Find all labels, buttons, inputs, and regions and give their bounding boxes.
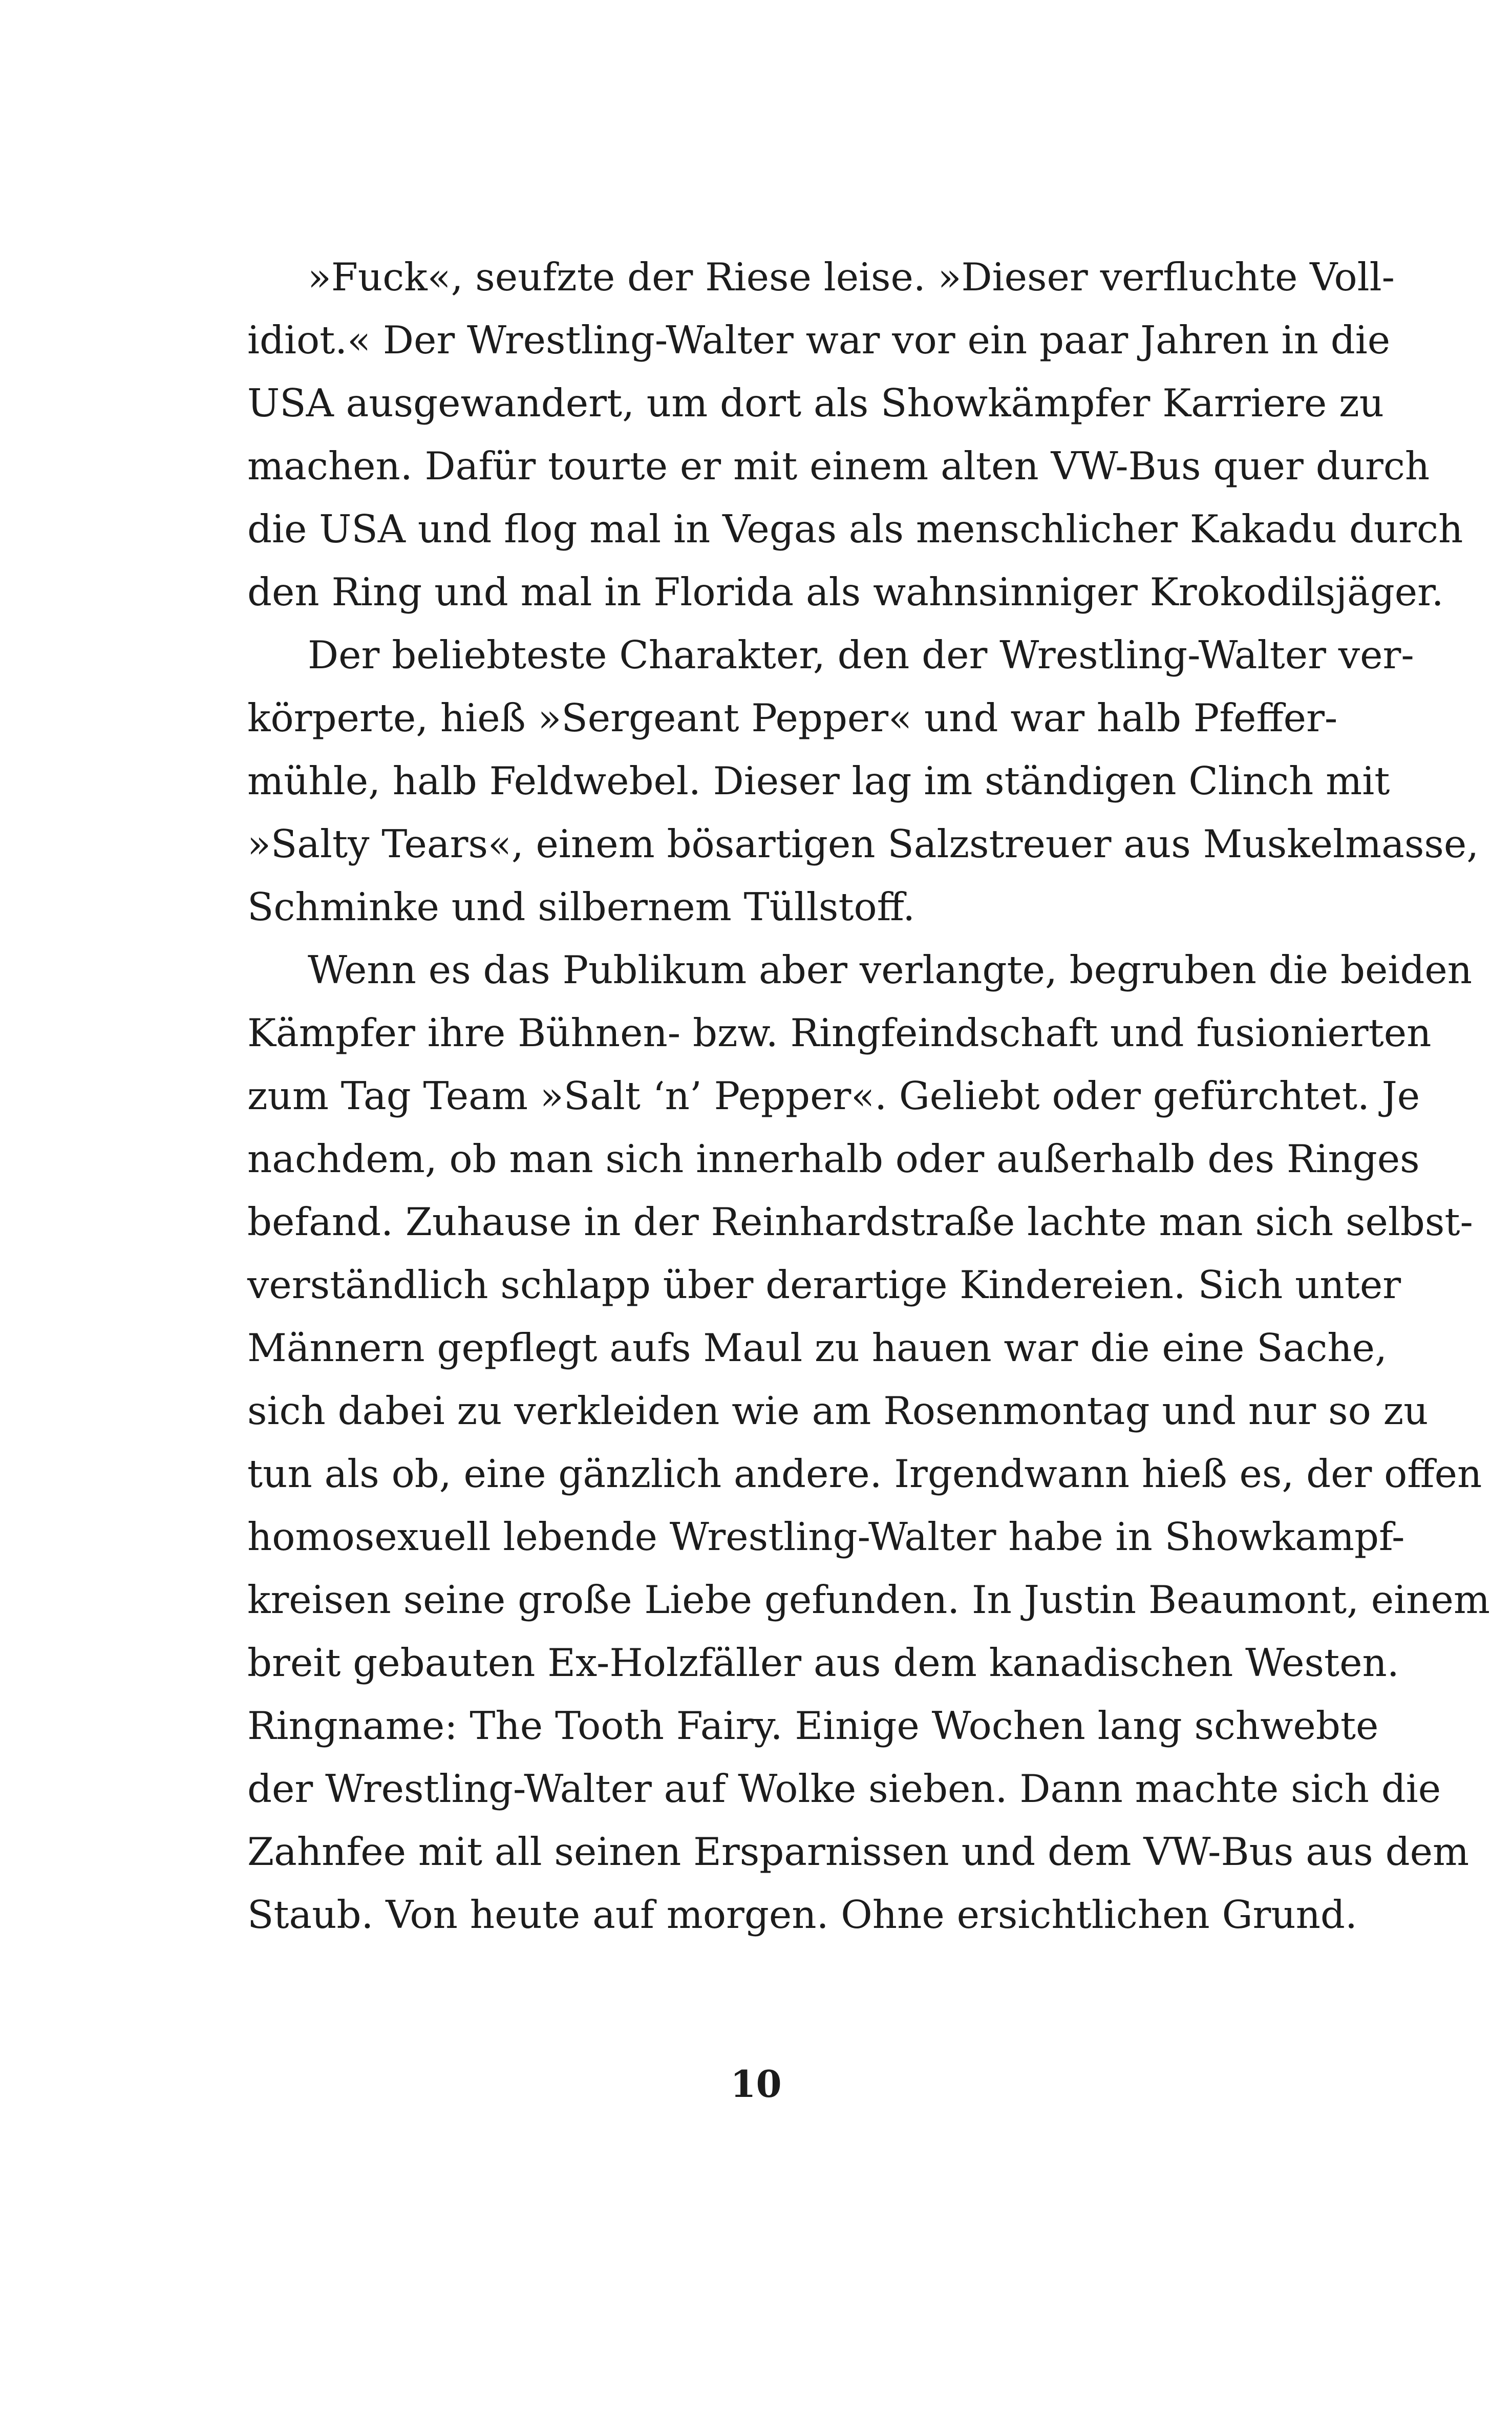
paragraph-3-line-15: Zahnfee mit all seinen Ersparnissen und dem VW-Bus aus dem [247,1829,1470,1874]
paragraph-1-line-3: USA ausgewandert, um dort als Showkämpfer Karriere zu [247,380,1384,426]
paragraph-2-line-4: »Salty Tears«, einem bösartigen Salzstreuer aus Muskelmasse, [247,821,1479,866]
paragraph-3-line-1: Wenn es das Publikum aber verlangte, begruben die beiden [308,947,1473,992]
paragraph-3-line-14: der Wrestling-Walter auf Wolke sieben. Dann machte sich die [247,1766,1441,1811]
paragraph-3-line-7: Männern gepflegt aufs Maul zu hauen war die eine Sache, [247,1325,1387,1370]
paragraph-2-line-1: Der beliebteste Charakter, den der Wrestling-Walter ver- [308,632,1414,677]
body-text [247,246,1490,1946]
paragraph-3-line-5: befand. Zuhause in der Reinhardstraße lachte man sich selbst- [247,1199,1473,1244]
paragraph-1-line-5: die USA und flog mal in Vegas als menschlicher Kakadu durch [247,506,1463,551]
paragraph-1-line-2: idiot.« Der Wrestling-Walter war vor ein paar Jahren in die [247,317,1391,363]
paragraph-3-line-10: homosexuell lebende Wrestling-Walter habe in Showkampf- [247,1514,1405,1559]
paragraph-3-line-3: zum Tag Team »Salt ‘n’ Pepper«. Geliebt oder gefürchtet. Je [247,1073,1420,1118]
paragraph-1-line-6: den Ring und mal in Florida als wahnsinniger Krokodilsjäger. [247,569,1444,614]
paragraph-1-line-4: machen. Dafür tourte er mit einem alten VW-Bus quer durch [247,443,1430,489]
paragraph-2-line-2: körperte, hieß »Sergeant Pepper« und war halb Pfeffer- [247,695,1338,740]
paragraph-3-line-8: sich dabei zu verkleiden wie am Rosenmontag und nur so zu [247,1388,1429,1433]
paragraph-3-line-16: Staub. Von heute auf morgen. Ohne ersichtlichen Grund. [247,1892,1357,1937]
paragraph-3-line-11: kreisen seine große Liebe gefunden. In Justin Beaumont, einem [247,1577,1490,1622]
paragraph-3-line-6: verständlich schlapp über derartige Kindereien. Sich unter [247,1262,1401,1307]
paragraph-3-line-9: tun als ob, eine gänzlich andere. Irgendwann hieß es, der offen [247,1451,1482,1496]
page-number: 10 [730,2062,782,2106]
paragraph-3-line-4: nachdem, ob man sich innerhalb oder außerhalb des Ringes [247,1136,1420,1181]
paragraph-3-line-13: Ringname: The Tooth Fairy. Einige Wochen lang schwebte [247,1703,1379,1748]
paragraph-2-line-3: mühle, halb Feldwebel. Dieser lag im ständigen Clinch mit [247,758,1390,803]
paragraph-3-line-12: breit gebauten Ex-Holzfäller aus dem kanadischen Westen. [247,1640,1399,1685]
paragraph-2-line-5: Schminke und silbernem Tüllstoff. [247,884,915,929]
paragraph-1-line-1: »Fuck«, seufzte der Riese leise. »Dieser verfluchte Voll- [308,254,1395,300]
paragraph-3-line-2: Kämpfer ihre Bühnen- bzw. Ringfeindschaft und fusionierten [247,1010,1432,1055]
